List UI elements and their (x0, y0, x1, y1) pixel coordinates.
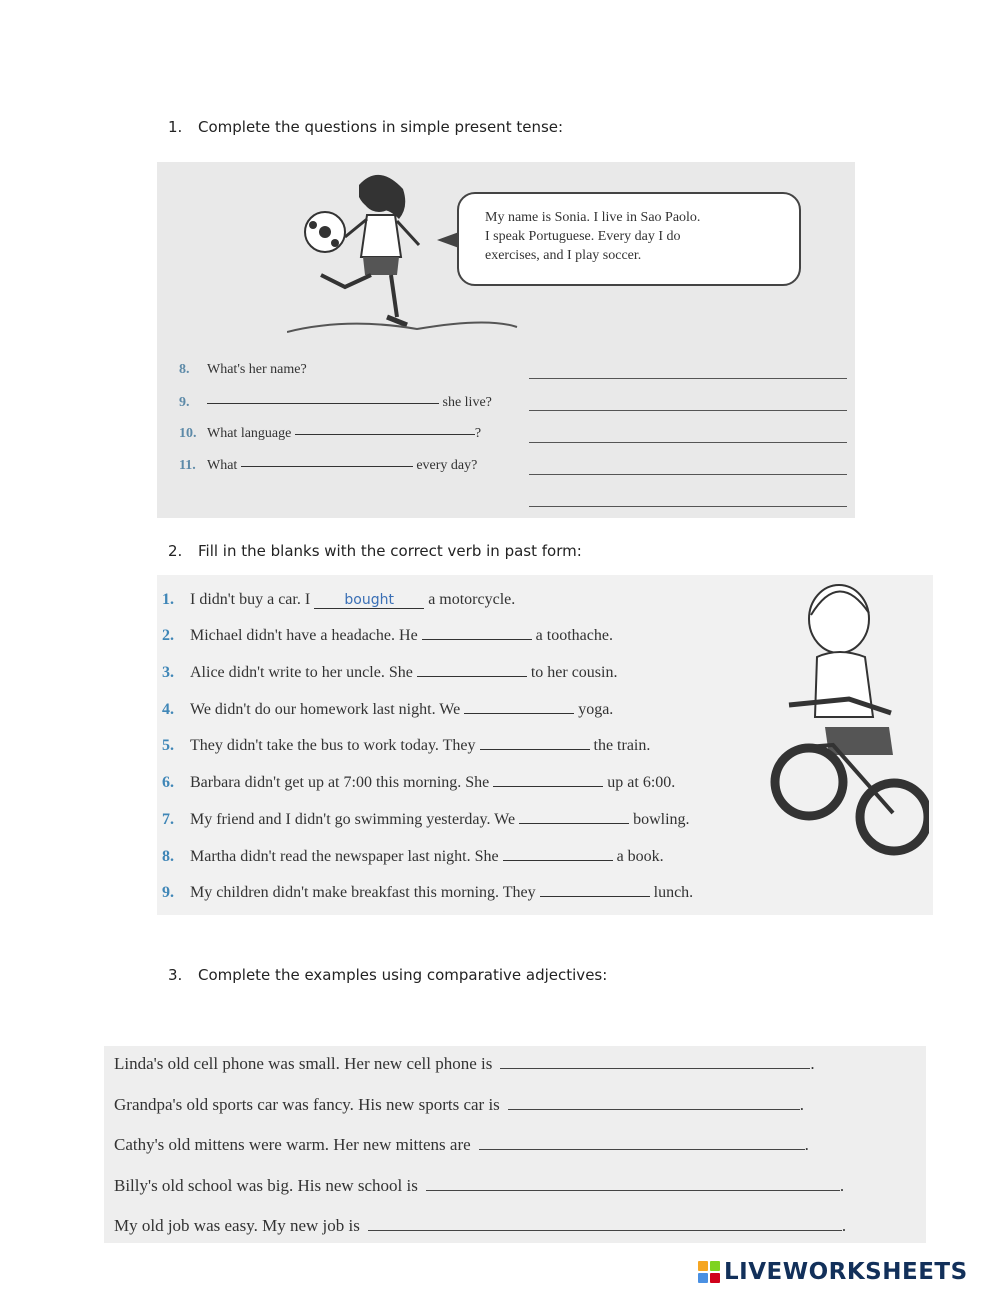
question-text: ? (474, 426, 482, 441)
answer-blank[interactable] (479, 1148, 805, 1150)
item-text: My friend and I didn't go swimming yesterday. We (190, 811, 516, 828)
item-number: 3. (162, 664, 174, 681)
answer-blank[interactable] (207, 402, 439, 404)
section-title: Complete the questions in simple present tense: (198, 118, 564, 136)
answer-blank[interactable] (508, 1108, 800, 1110)
past-item-9 (162, 884, 693, 902)
section-1-heading (168, 118, 563, 136)
speech-bubble (457, 192, 801, 286)
answer-line[interactable] (529, 378, 847, 379)
item-text: We didn't do our homework last night. We (190, 701, 461, 718)
comparative-item-2 (114, 1095, 804, 1115)
question-number: 11. (179, 458, 196, 473)
answer-line[interactable] (529, 506, 847, 507)
item-number: 7. (162, 811, 174, 828)
item-text: They didn't take the bus to work today. They (190, 737, 476, 754)
section-number: 3. (168, 966, 183, 984)
question-text: What (207, 458, 238, 473)
item-number: 1. (162, 591, 174, 608)
item-text: Grandpa's old sports car was fancy. His new sports car is (114, 1095, 500, 1114)
period: . (799, 1095, 805, 1114)
item-text: a toothache. (535, 627, 613, 644)
answer-blank[interactable] (500, 1067, 810, 1069)
question-text: What's her name? (207, 362, 307, 377)
logo-text: LIVEWORKSHEETS (724, 1259, 968, 1285)
item-text: to her cousin. (530, 664, 618, 681)
question-10 (179, 426, 481, 442)
item-number: 2. (162, 627, 174, 644)
answer-blank[interactable] (426, 1189, 840, 1191)
item-text: Barbara didn't get up at 7:00 this morning. She (190, 774, 490, 791)
answer-blank[interactable] (464, 713, 574, 714)
answer-blank[interactable] (417, 676, 527, 677)
period: . (804, 1135, 809, 1154)
item-text: the train. (593, 737, 651, 754)
item-text: up at 6:00. (607, 774, 676, 791)
past-item-6 (162, 774, 675, 792)
comparative-item-1 (114, 1054, 815, 1074)
bubble-text (485, 208, 700, 265)
question-number: 8. (179, 362, 190, 377)
question-number: 10. (179, 426, 197, 441)
comparative-item-4 (114, 1176, 844, 1196)
motorcycle-rider-illustration (769, 577, 929, 877)
question-text: she live? (442, 395, 492, 410)
item-text: Cathy's old mittens were warm. Her new mittens are (114, 1135, 471, 1154)
logo-square (698, 1261, 708, 1271)
item-text: yoga. (578, 701, 614, 718)
section-title: Complete the examples using comparative adjectives: (198, 966, 608, 984)
liveworksheets-logo[interactable] (698, 1258, 968, 1286)
item-text: a motorcycle. (428, 591, 516, 608)
question-9 (179, 395, 492, 411)
period: . (839, 1176, 845, 1195)
logo-square (698, 1273, 708, 1283)
answer-line[interactable] (529, 410, 847, 411)
item-number: 8. (162, 848, 174, 865)
past-item-8 (162, 848, 664, 866)
question-number: 9. (179, 395, 190, 410)
answer-blank[interactable] (241, 465, 413, 467)
item-text: Billy's old school was big. His new school is (114, 1176, 418, 1195)
section-number: 1. (168, 118, 183, 136)
past-item-5 (162, 737, 650, 755)
past-item-4 (162, 701, 613, 719)
item-text: I didn't buy a car. I (190, 591, 311, 608)
exercise-3-panel (104, 1046, 926, 1243)
bubble-line: I speak Portuguese. Every day I do (485, 229, 681, 244)
section-3-heading (168, 966, 607, 984)
exercise-2-panel (157, 575, 933, 915)
answer-blank[interactable] (368, 1229, 842, 1231)
logo-square (710, 1261, 720, 1271)
answer-line[interactable] (529, 442, 847, 443)
bubble-line: exercises, and I play soccer. (485, 248, 642, 263)
logo-icon (698, 1261, 720, 1283)
section-number: 2. (168, 542, 183, 560)
item-number: 9. (162, 884, 174, 901)
section-title: Fill in the blanks with the correct verb in past form: (198, 542, 582, 560)
answer-blank[interactable] (493, 786, 603, 787)
item-text: Martha didn't read the newspaper last night. She (190, 848, 499, 865)
answer-line[interactable] (529, 474, 847, 475)
answer-blank[interactable] (480, 749, 590, 750)
section-2-heading (168, 542, 582, 560)
answer-blank[interactable] (295, 433, 475, 435)
question-11 (179, 458, 477, 474)
item-text: My children didn't make breakfast this morning. They (190, 884, 536, 901)
item-text: Alice didn't write to her uncle. She (190, 664, 413, 681)
question-8 (179, 362, 307, 378)
past-item-7 (162, 811, 690, 829)
item-text: Linda's old cell phone was small. Her new cell phone is (114, 1054, 493, 1073)
comparative-item-3 (114, 1135, 809, 1155)
item-text: a book. (616, 848, 664, 865)
past-item-1 (162, 591, 515, 609)
question-text: every day? (416, 458, 478, 473)
question-text: What language (207, 426, 292, 441)
past-item-3 (162, 664, 617, 682)
period: . (810, 1054, 815, 1073)
past-item-2 (162, 627, 613, 645)
bubble-line: My name is Sonia. I live in Sao Paolo. (485, 210, 701, 225)
comparative-item-5 (114, 1216, 846, 1236)
period: . (841, 1216, 847, 1235)
item-text: lunch. (653, 884, 694, 901)
item-number: 6. (162, 774, 174, 791)
answer-blank[interactable] (422, 639, 532, 640)
answer-blank[interactable] (503, 860, 613, 861)
item-number: 5. (162, 737, 174, 754)
logo-square (710, 1273, 720, 1283)
item-text: Michael didn't have a headache. He (190, 627, 418, 644)
item-text: My old job was easy. My new job is (114, 1216, 360, 1235)
item-text: bowling. (633, 811, 690, 828)
answer-blank[interactable] (540, 896, 650, 897)
item-number: 4. (162, 701, 174, 718)
answer-blank[interactable] (519, 823, 629, 824)
exercise-1-panel (157, 162, 855, 518)
answer-blank[interactable]: bought (314, 592, 424, 609)
